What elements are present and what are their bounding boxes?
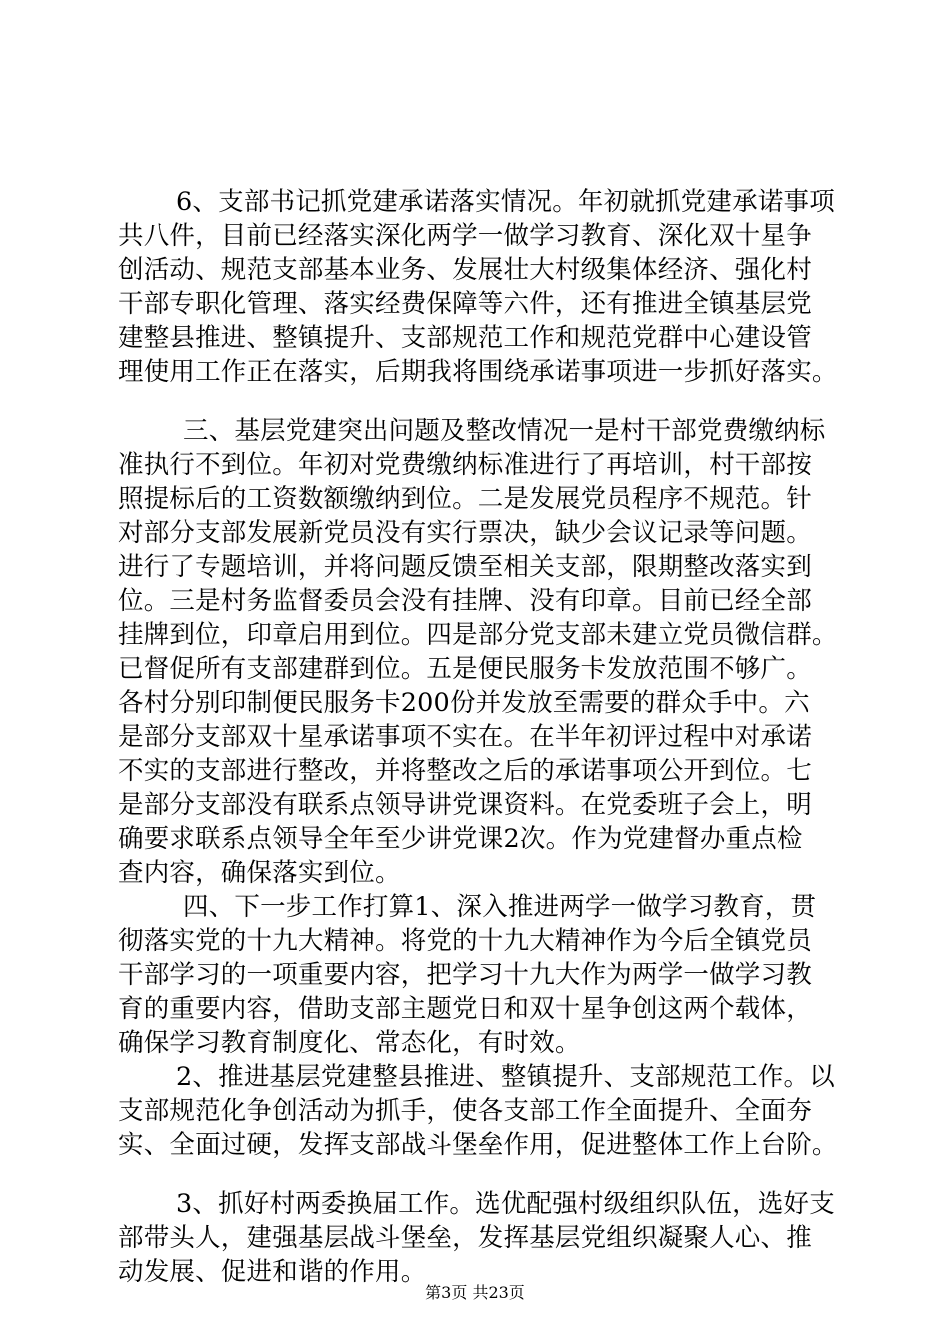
body-text-line: 是部分支部没有联系点领导讲党课资料。在党委班子会上，明 [118, 790, 812, 820]
body-text-line: 创活动、规范支部基本业务、发展壮大村级集体经济、强化村 [118, 255, 812, 285]
body-text-line: 3、抓好村两委换届工作。选优配强村级组织队伍，选好支 [176, 1189, 835, 1219]
body-text-line: 查内容，确保落实到位。 [118, 858, 401, 888]
body-text-line: 各村分别印制便民服务卡200份并发放至需要的群众手中。六 [118, 688, 810, 718]
body-text-line: 建整县推进、整镇提升、支部规范工作和规范党群中心建设管 [118, 323, 812, 353]
body-text-line: 位。三是村务监督委员会没有挂牌、没有印章。目前已经全部 [118, 586, 812, 616]
body-text-line: 进行了专题培训，并将问题反馈至相关支部，限期整改落实到 [118, 552, 812, 582]
body-text-line: 干部学习的一项重要内容，把学习十九大作为两学一做学习教 [118, 960, 812, 990]
body-text-line: 支部规范化争创活动为抓手，使各支部工作全面提升、全面夯 [118, 1096, 812, 1126]
body-text-line: 三、基层党建突出问题及整改情况一是村干部党费缴纳标 [183, 416, 826, 446]
body-text-line: 准执行不到位。年初对党费缴纳标准进行了再培训，村干部按 [118, 450, 812, 480]
body-text-line: 确要求联系点领导全年至少讲党课2次。作为党建督办重点检 [118, 824, 803, 854]
body-text-line: 四、下一步工作打算1、深入推进两学一做学习教育，贯 [183, 892, 817, 922]
body-text-line: 挂牌到位，印章启用到位。四是部分党支部未建立党员微信群。 [118, 620, 838, 650]
body-text-line: 2、推进基层党建整县推进、整镇提升、支部规范工作。以 [176, 1062, 835, 1092]
body-text-line: 共八件，目前已经落实深化两学一做学习教育、深化双十星争 [118, 221, 812, 251]
body-text-line: 照提标后的工资数额缴纳到位。二是发展党员程序不规范。针 [118, 484, 812, 514]
body-text-line: 实、全面过硬，发挥支部战斗堡垒作用，促进整体工作上台阶。 [118, 1130, 838, 1160]
body-text-line: 育的重要内容，借助支部主题党日和双十星争创这两个载体， [118, 994, 812, 1024]
body-text-line: 是部分支部双十星承诺事项不实在。在半年初评过程中对承诺 [118, 722, 812, 752]
body-text-line: 理使用工作正在落实，后期我将围绕承诺事项进一步抓好落实。 [118, 357, 838, 387]
body-text-line: 动发展、促进和谐的作用。 [118, 1257, 427, 1287]
body-text-line: 确保学习教育制度化、常态化，有时效。 [118, 1028, 581, 1058]
body-text-line: 彻落实党的十九大精神。将党的十九大精神作为今后全镇党员 [118, 926, 812, 956]
page-footer: 第3页 共23页 [425, 1283, 525, 1302]
body-text-line: 部带头人，建强基层战斗堡垒，发挥基层党组织凝聚人心、推 [118, 1223, 812, 1253]
body-text-line: 不实的支部进行整改，并将整改之后的承诺事项公开到位。七 [118, 756, 812, 786]
body-text-line: 6、支部书记抓党建承诺落实情况。年初就抓党建承诺事项 [176, 187, 835, 217]
body-text-line: 已督促所有支部建群到位。五是便民服务卡发放范围不够广。 [118, 654, 812, 684]
body-text-line: 对部分支部发展新党员没有实行票决，缺少会议记录等问题。 [118, 518, 812, 548]
body-text-line: 干部专职化管理、落实经费保障等六件，还有推进全镇基层党 [118, 289, 812, 319]
